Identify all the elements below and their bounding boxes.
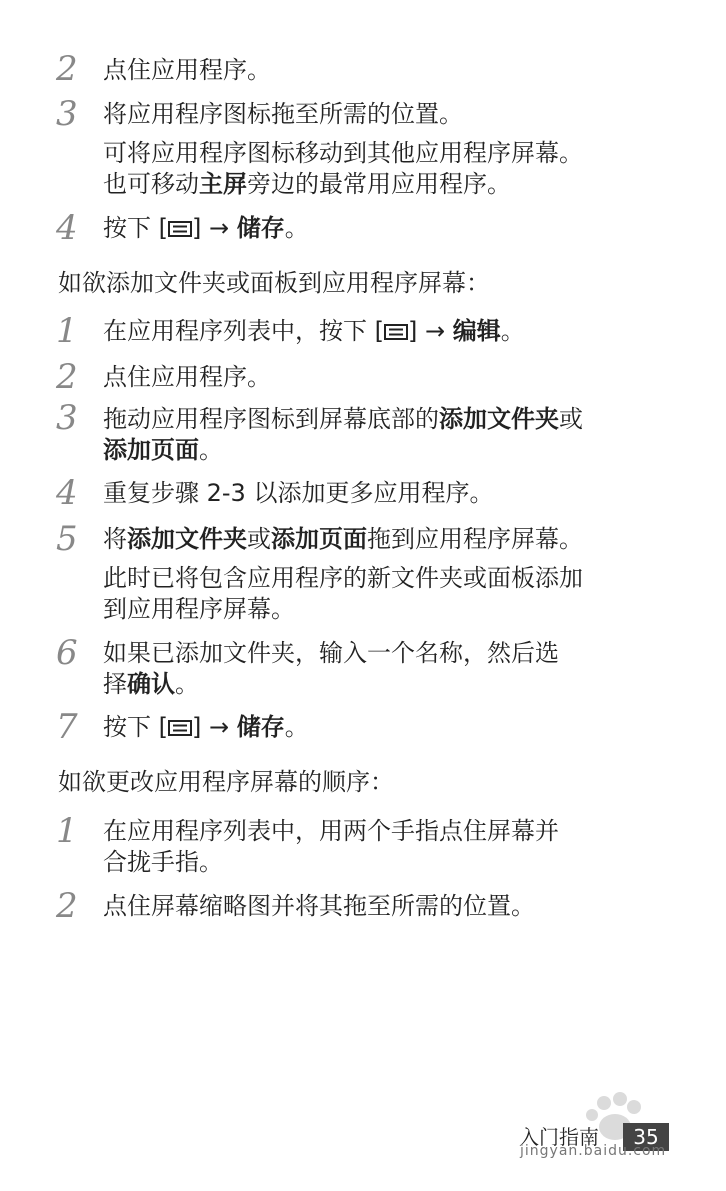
- step-text-cont: 择确认。: [103, 670, 199, 698]
- step-subtext: 也可移动主屏旁边的最常用应用程序。: [103, 170, 511, 198]
- step-text: 点住应用程序。: [103, 56, 271, 84]
- watermark-url: jingyan.baidu.com: [520, 1143, 667, 1159]
- bold-term: 添加页面: [271, 525, 367, 553]
- step-text: 在应用程序列表中，用两个手指点住屏幕并: [103, 817, 559, 845]
- step-number: 4: [56, 473, 78, 513]
- step-number: 7: [56, 707, 78, 747]
- bold-term: 添加页面: [103, 436, 199, 464]
- bold-term: 添加文件夹: [439, 405, 559, 433]
- step-number: 2: [56, 49, 78, 89]
- section-heading: 如欲添加文件夹或面板到应用程序屏幕：: [58, 269, 490, 297]
- step-number: 1: [56, 811, 78, 851]
- menu-key-icon: [168, 719, 192, 737]
- step-text: 按下 [ ] → 储存。: [103, 713, 309, 741]
- step-text: 如果已添加文件夹，输入一个名称，然后选: [103, 639, 559, 667]
- step-text: 在应用程序列表中，按下 [ ] → 编辑。: [103, 317, 525, 345]
- step-text: 点住应用程序。: [103, 363, 271, 391]
- menu-key-icon: [384, 323, 408, 341]
- step-text: 将应用程序图标拖至所需的位置。: [103, 100, 463, 128]
- step-text: 按下 [ ] → 储存。: [103, 214, 309, 242]
- step-number: 6: [56, 633, 78, 673]
- bold-term: 储存: [236, 214, 285, 242]
- footer-section-label: 入门指南: [519, 1125, 599, 1149]
- step-text: 拖动应用程序图标到屏幕底部的添加文件夹或: [103, 405, 583, 433]
- step-number: 2: [56, 357, 78, 397]
- step-subtext: 此时已将包含应用程序的新文件夹或面板添加: [103, 564, 583, 592]
- step-text: 重复步骤 2-3 以添加更多应用程序。: [103, 479, 494, 507]
- step-number: 1: [56, 311, 78, 351]
- step-subtext: 可将应用程序图标移动到其他应用程序屏幕。: [103, 139, 583, 167]
- bold-term: 储存: [236, 713, 285, 741]
- step-number: 5: [56, 519, 78, 559]
- step-number: 4: [56, 208, 78, 248]
- step-subtext: 到应用程序屏幕。: [103, 595, 295, 623]
- bold-term: 确认: [127, 670, 175, 698]
- page-number: 35: [623, 1123, 669, 1151]
- step-number: 3: [56, 398, 78, 438]
- bold-term: 添加文件夹: [127, 525, 247, 553]
- step-text-cont: 合拢手指。: [103, 848, 223, 876]
- step-number: 3: [56, 94, 78, 134]
- menu-key-icon: [168, 220, 192, 238]
- step-text: 点住屏幕缩略图并将其拖至所需的位置。: [103, 892, 535, 920]
- bold-term: 主屏: [199, 170, 247, 198]
- step-text: 将添加文件夹或添加页面拖到应用程序屏幕。: [103, 525, 583, 553]
- step-text-cont: 添加页面。: [103, 436, 223, 464]
- section-heading: 如欲更改应用程序屏幕的顺序：: [58, 768, 394, 796]
- step-number: 2: [56, 886, 78, 926]
- bold-term: 编辑: [452, 317, 501, 345]
